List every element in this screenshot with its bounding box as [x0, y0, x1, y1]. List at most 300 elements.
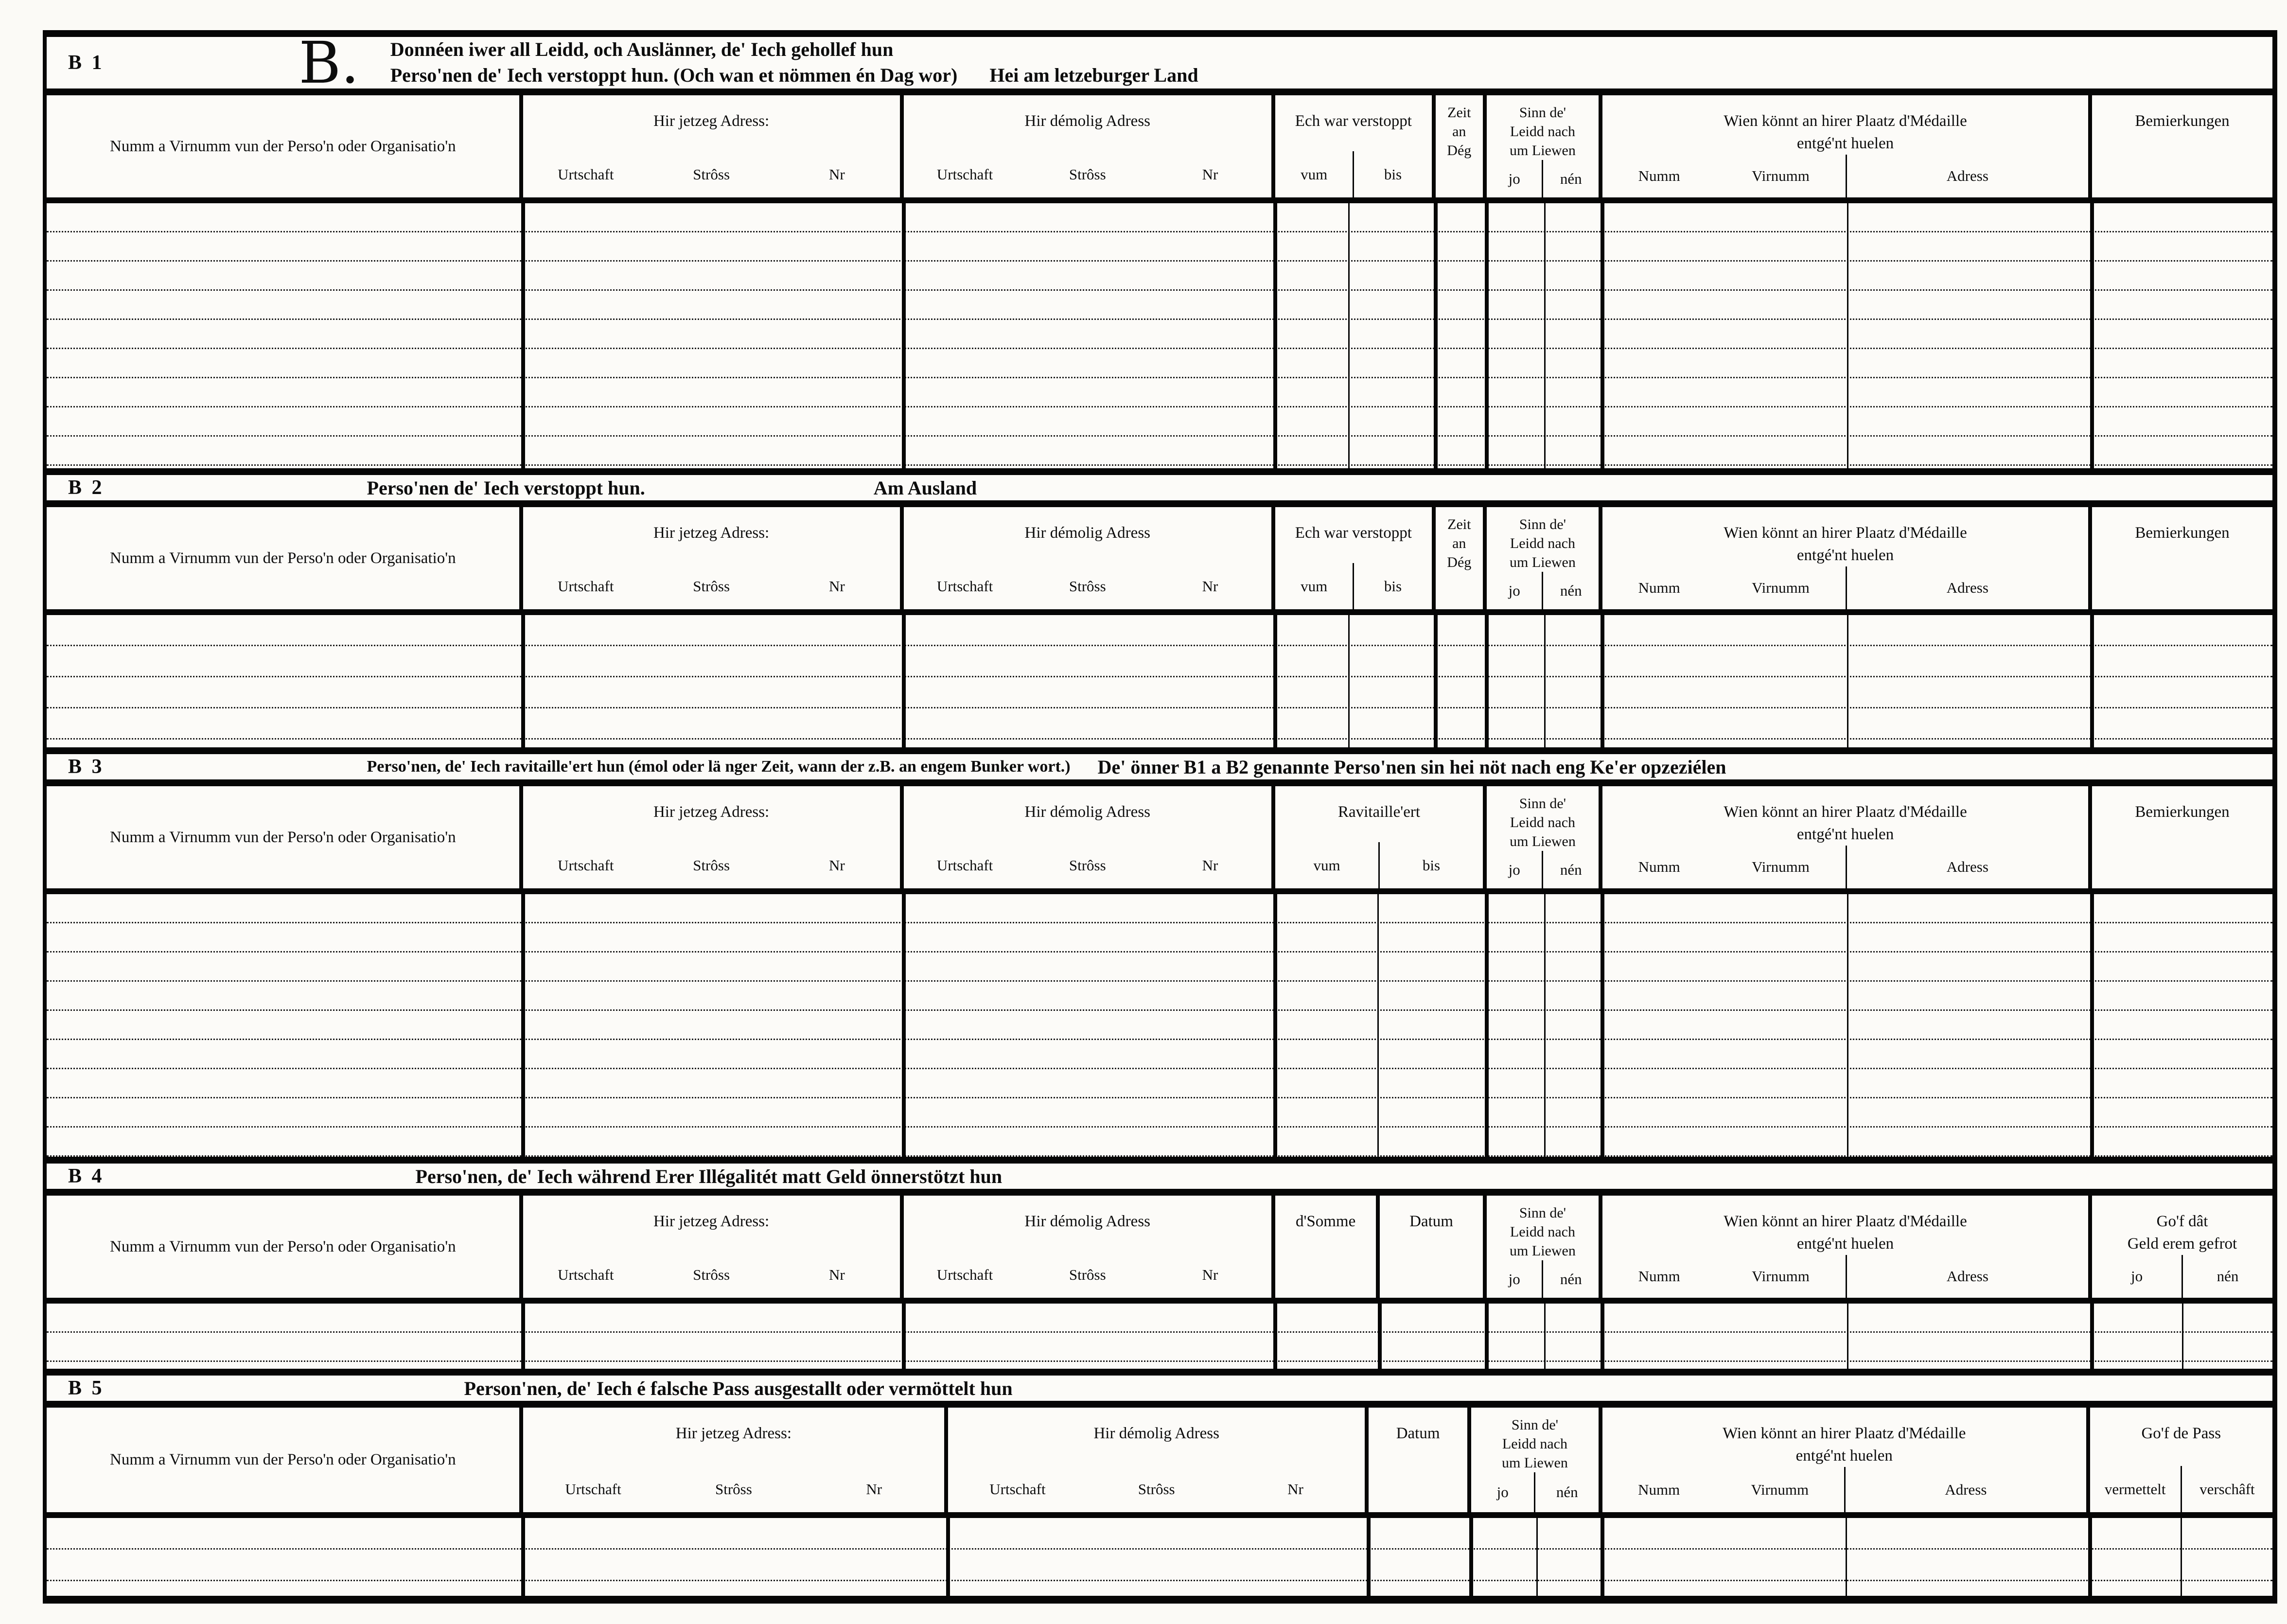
- period-subheaders: [1275, 563, 1432, 609]
- b4-column-headers: [47, 1196, 2272, 1304]
- virnumm-label: Virnumm: [1752, 858, 1810, 876]
- column-divider: [1348, 615, 1350, 747]
- nr-label: Nr: [1287, 1480, 1303, 1498]
- column-divider: [521, 1518, 525, 1596]
- column-divider: [1434, 203, 1438, 468]
- section-b1-titles: [390, 37, 1198, 88]
- address-subheaders: [948, 1466, 1365, 1512]
- nen-label: nén: [1542, 160, 1599, 197]
- column-divider: [2182, 1304, 2183, 1369]
- name-column-label: Numm a Virnumm vun der Perso'n oder Organisatio'n: [110, 137, 456, 155]
- entry-row: [47, 1128, 2272, 1157]
- numm-virnumm-group: [1602, 1467, 1844, 1512]
- column-divider: [1485, 1304, 1489, 1369]
- column-divider: [902, 1304, 906, 1369]
- b4-col-money-reclaimed: [2092, 1196, 2272, 1298]
- sinn-line3: um Liewen: [1510, 833, 1576, 849]
- yes-no-subheaders: [1471, 1472, 1599, 1512]
- section-b3-title: Perso'nen, de' Iech ravitaille'ert hun (émol oder lä nger Zeit, wann der z.B. an engem Bunker wort.): [367, 758, 1071, 776]
- stross-label: Strôss: [693, 165, 730, 183]
- yes-no-subheaders: [1487, 160, 1599, 197]
- b3-col-current-address: [523, 786, 904, 888]
- vermettelt-label: vermettelt: [2104, 1480, 2166, 1498]
- section-b1-title-emphasis: Hei am letzeburger Land: [989, 64, 1198, 86]
- medaille-line2: entgé'nt huelen: [1795, 1447, 1893, 1465]
- entry-row: [47, 1550, 2272, 1581]
- adress-group: [1846, 846, 2089, 888]
- date-label: Datum: [1396, 1425, 1440, 1442]
- column-divider: [902, 203, 906, 468]
- stross-label: Strôss: [693, 1266, 730, 1283]
- b3-col-name: [47, 786, 523, 888]
- b5-col-former-address: [948, 1408, 1369, 1512]
- entry-row: [47, 708, 2272, 740]
- gof-geld-lines: [2128, 1210, 2237, 1255]
- deg-word: Dég: [1447, 554, 1472, 570]
- column-divider: [1378, 1304, 1382, 1369]
- entry-row: [47, 320, 2272, 349]
- recipient-subheaders: [1602, 1255, 2088, 1298]
- virnumm-label: Virnumm: [1752, 167, 1810, 185]
- bis-label: bis: [1378, 842, 1483, 888]
- gof-geld-line1: Go'f dât: [2156, 1213, 2208, 1230]
- money-reclaimed-label: [2092, 1196, 2272, 1255]
- medaille-line1: Wien könnt an hirer Plaatz d'Médaille: [1724, 524, 1967, 542]
- form-table: [43, 30, 2277, 1604]
- former-address-label: Hir démolig Adress: [1093, 1425, 1219, 1442]
- stross-label: Strôss: [693, 577, 730, 595]
- numm-label: Numm: [1638, 1481, 1680, 1498]
- b4-col-name: [47, 1196, 523, 1298]
- b2-col-hidden-period: [1275, 507, 1436, 609]
- entry-row: [47, 349, 2272, 378]
- b1-col-former-address: [904, 95, 1276, 197]
- column-divider: [1273, 615, 1277, 747]
- urtschaft-label: Urtschaft: [936, 1266, 993, 1283]
- name-column-label: Numm a Virnumm vun der Perso'n oder Organisatio'n: [110, 828, 456, 846]
- remarks-label: Bemierkungen: [2135, 112, 2230, 130]
- b1-rows: [47, 203, 2272, 466]
- jo-label: jo: [1508, 1270, 1520, 1288]
- b4-col-former-address: [904, 1196, 1276, 1298]
- hidden-period-label: Ech war verstoppt: [1295, 524, 1412, 542]
- sinn-line3: um Liewen: [1502, 1455, 1568, 1471]
- section-b5-title: Person'nen, de' Iech é falsche Pass ausgestallt oder vermöttelt hun: [464, 1377, 1013, 1399]
- medal-recipient-label: [1602, 1196, 2088, 1255]
- jo-label: jo: [2131, 1268, 2143, 1285]
- column-divider: [1434, 615, 1438, 747]
- medaille-line1: Wien könnt an hirer Plaatz d'Médaille: [1724, 112, 1967, 130]
- address-subheaders: [904, 842, 1272, 888]
- entry-row: [47, 1304, 2272, 1333]
- section-b2-subtitle: Am Ausland: [873, 477, 977, 499]
- column-divider: [2090, 1304, 2094, 1369]
- section-b2-id: B 2: [68, 477, 105, 499]
- nen-label: nén: [1534, 1472, 1599, 1512]
- nen-label: nén: [1542, 1260, 1599, 1298]
- former-address-label: Hir démolig Adress: [1024, 803, 1151, 821]
- section-b3-title2: De' önner B1 a B2 genannte Perso'nen sin hei nöt nach eng Ke'er opzeziélen: [1097, 756, 1726, 778]
- b2-col-name: [47, 507, 523, 609]
- entry-row: [47, 1040, 2272, 1069]
- b3-col-remarks: [2092, 786, 2272, 888]
- section-b5-title-bar: [47, 1369, 2272, 1408]
- medaille-line1: Wien könnt an hirer Plaatz d'Médaille: [1724, 803, 1967, 821]
- column-divider: [1469, 1518, 1473, 1596]
- b5-rows: [47, 1518, 2272, 1581]
- section-b1-line2-text: Perso'nen de' Iech verstoppt hun. (Och wan et nömmen én Dag wor): [390, 64, 958, 86]
- address-subheaders: [904, 563, 1272, 609]
- stross-label: Strôss: [1069, 1266, 1106, 1283]
- current-address-label: Hir jetzeg Adress:: [653, 803, 770, 821]
- former-address-label: Hir démolig Adress: [1024, 524, 1151, 542]
- remarks-label: Bemierkungen: [2135, 803, 2230, 821]
- urtschaft-label: Urtschaft: [989, 1480, 1046, 1498]
- column-divider: [2090, 203, 2094, 468]
- b3-entry-area: [47, 894, 2272, 1157]
- b2-column-headers: [47, 507, 2272, 615]
- entry-row: [47, 677, 2272, 708]
- entry-row: [47, 407, 2272, 437]
- bis-label: bis: [1353, 563, 1431, 609]
- adress-label: Adress: [1945, 1481, 1987, 1498]
- medaille-line2: entgé'nt huelen: [1796, 547, 1894, 565]
- urtschaft-label: Urtschaft: [558, 1266, 614, 1283]
- column-divider: [2090, 615, 2094, 747]
- b4-entry-area: [47, 1304, 2272, 1369]
- medaille-line2: entgé'nt huelen: [1796, 1235, 1894, 1253]
- b3-col-medal-recipient: [1602, 786, 2092, 888]
- column-divider: [1847, 203, 1848, 468]
- pass-subheaders: [2090, 1466, 2272, 1512]
- b2-entry-area: [47, 615, 2272, 747]
- urtschaft-label: Urtschaft: [936, 856, 993, 874]
- sinn-line3: um Liewen: [1510, 554, 1576, 570]
- remarks-label: Bemierkungen: [2135, 524, 2230, 542]
- supplied-label: Ravitaille'ert: [1337, 803, 1420, 821]
- b1-entry-area: [47, 203, 2272, 468]
- hidden-period-label: Ech war verstoppt: [1295, 112, 1412, 130]
- still-alive-label: [1487, 507, 1599, 572]
- yes-no-subheaders: [2092, 1255, 2272, 1298]
- name-column-label: Numm a Virnumm vun der Perso'n oder Organisatio'n: [110, 549, 456, 567]
- section-b2-title: Perso'nen de' Iech verstoppt hun.: [367, 477, 645, 499]
- medal-recipient-label: [1602, 507, 2088, 566]
- medaille-lines: [1724, 801, 1967, 846]
- b3-col-supplied-period: [1275, 786, 1487, 888]
- vum-label: vum: [1301, 577, 1328, 595]
- section-b4-id: B 4: [68, 1165, 105, 1187]
- entry-row: [47, 262, 2272, 291]
- b5-col-current-address: [523, 1408, 948, 1512]
- yes-no-subheaders: [1487, 572, 1599, 609]
- medal-recipient-label: [1602, 95, 2088, 155]
- nen-label: nén: [1542, 572, 1599, 609]
- column-divider: [1273, 203, 1277, 468]
- column-divider: [521, 615, 525, 747]
- b2-col-former-address: [904, 507, 1276, 609]
- column-divider: [1601, 615, 1604, 747]
- former-address-label: Hir démolig Adress: [1024, 1213, 1151, 1230]
- section-b4-title: Perso'nen, de' Iech während Erer Illégalitét matt Geld önnerstötzt hun: [415, 1165, 1003, 1187]
- stross-label: Strôss: [1069, 577, 1106, 595]
- medaille-line2: entgé'nt huelen: [1796, 826, 1894, 844]
- nen-label: nén: [2181, 1255, 2272, 1298]
- still-alive-label: [1471, 1408, 1599, 1472]
- sinn-line3: um Liewen: [1510, 1243, 1576, 1259]
- entry-row: [47, 378, 2272, 407]
- entry-row: [47, 646, 2272, 677]
- section-letter-b: B.: [299, 29, 359, 96]
- address-subheaders: [523, 563, 900, 609]
- date-label: Datum: [1409, 1213, 1453, 1230]
- entry-row: [47, 232, 2272, 262]
- b1-col-name: [47, 95, 523, 197]
- medal-recipient-label: [1602, 1408, 2086, 1467]
- recipient-subheaders: [1602, 155, 2088, 197]
- b5-entry-area: [47, 1518, 2272, 1596]
- entry-row: [47, 291, 2272, 320]
- virnumm-label: Virnumm: [1752, 579, 1810, 597]
- numm-label: Numm: [1638, 1268, 1680, 1285]
- address-subheaders: [523, 1252, 900, 1298]
- medaille-lines: [1724, 1210, 1967, 1255]
- nr-label: Nr: [1202, 856, 1218, 874]
- period-subheaders: [1275, 151, 1432, 197]
- column-divider: [946, 1518, 950, 1596]
- column-divider: [521, 894, 525, 1157]
- column-divider: [2181, 1518, 2182, 1596]
- address-subheaders: [904, 151, 1272, 197]
- bis-label: bis: [1353, 151, 1431, 197]
- stross-label: Strôss: [715, 1480, 752, 1498]
- entry-row: [47, 1011, 2272, 1040]
- stross-label: Strôss: [693, 856, 730, 874]
- medaille-line2: entgé'nt huelen: [1796, 135, 1894, 153]
- name-column-label: Numm a Virnumm vun der Perso'n oder Organisatio'n: [110, 1451, 456, 1469]
- yes-no-subheaders: [1487, 1260, 1599, 1298]
- nr-label: Nr: [1202, 1266, 1218, 1283]
- b1-col-hidden-period: [1275, 95, 1436, 197]
- current-address-label: Hir jetzeg Adress:: [653, 524, 770, 542]
- section-b4-title-bar: [47, 1157, 2272, 1196]
- duration-label: [1436, 507, 1483, 609]
- deg-word: Dég: [1447, 142, 1472, 159]
- entry-row: [47, 1518, 2272, 1550]
- column-divider: [1485, 894, 1489, 1157]
- column-divider: [1367, 1518, 1371, 1596]
- still-alive-label: [1487, 786, 1599, 851]
- column-divider: [1544, 615, 1546, 747]
- b1-col-remarks: [2092, 95, 2272, 197]
- entry-row: [47, 203, 2272, 232]
- address-subheaders: [523, 842, 900, 888]
- nr-label: Nr: [829, 577, 845, 595]
- entry-row: [47, 1098, 2272, 1128]
- sinn-line1: Sinn de': [1519, 795, 1566, 812]
- column-divider: [1273, 894, 1277, 1157]
- still-alive-label: [1487, 95, 1599, 160]
- b2-col-duration: [1436, 507, 1487, 609]
- b4-col-date: [1380, 1196, 1487, 1298]
- numm-label: Numm: [1638, 579, 1680, 597]
- b5-col-medal-recipient: [1602, 1408, 2090, 1512]
- b1-col-medal-recipient: [1602, 95, 2092, 197]
- medaille-lines: [1723, 1422, 1966, 1467]
- b3-column-headers: [47, 786, 2272, 894]
- address-subheaders: [523, 1466, 944, 1512]
- column-divider: [1485, 203, 1489, 468]
- nr-label: Nr: [829, 165, 845, 183]
- sinn-line1: Sinn de': [1519, 105, 1566, 121]
- entry-row: [47, 982, 2272, 1011]
- column-divider: [2090, 894, 2094, 1157]
- urtschaft-label: Urtschaft: [558, 856, 614, 874]
- column-divider: [1377, 894, 1379, 1157]
- urtschaft-label: Urtschaft: [558, 577, 614, 595]
- adress-label: Adress: [1946, 579, 1988, 597]
- nr-label: Nr: [829, 1266, 845, 1283]
- b2-col-medal-recipient: [1602, 507, 2092, 609]
- urtschaft-label: Urtschaft: [936, 165, 993, 183]
- b3-rows: [47, 894, 2272, 1157]
- sinn-line1: Sinn de': [1511, 1417, 1559, 1433]
- sinn-line3: um Liewen: [1510, 142, 1576, 159]
- adress-label: Adress: [1946, 858, 1988, 876]
- b2-col-remarks: [2092, 507, 2272, 609]
- b1-col-duration: [1436, 95, 1487, 197]
- adress-group: [1846, 155, 2089, 197]
- current-address-label: Hir jetzeg Adress:: [653, 112, 770, 130]
- stross-label: Strôss: [1069, 856, 1106, 874]
- numm-virnumm-group: [1602, 155, 1846, 197]
- column-divider: [1601, 203, 1604, 468]
- name-column-label: Numm a Virnumm vun der Perso'n oder Organisatio'n: [110, 1237, 456, 1255]
- b1-col-still-alive: [1487, 95, 1602, 197]
- current-address-label: Hir jetzeg Adress:: [653, 1213, 770, 1230]
- column-divider: [1601, 894, 1604, 1157]
- jo-label: jo: [1508, 582, 1520, 599]
- section-b1-title-bar: [47, 29, 2272, 96]
- sinn-line2: Leidd nach: [1510, 814, 1576, 830]
- b2-col-still-alive: [1487, 507, 1602, 609]
- column-divider: [1847, 615, 1848, 747]
- verschaft-label: verschâft: [2181, 1466, 2272, 1512]
- column-divider: [1601, 1304, 1604, 1369]
- section-b5-id: B 5: [68, 1377, 105, 1399]
- nr-label: Nr: [866, 1480, 882, 1498]
- stross-label: Strôss: [1069, 165, 1106, 183]
- still-alive-label: [1487, 1196, 1599, 1260]
- nr-label: Nr: [829, 856, 845, 874]
- nr-label: Nr: [1202, 165, 1218, 183]
- medal-recipient-label: [1602, 786, 2088, 846]
- b4-col-still-alive: [1487, 1196, 1602, 1298]
- section-b1-title-line1: Donnéen iwer all Leidd, och Auslänner, de' Iech gehollef hun: [390, 38, 894, 61]
- b5-col-pass-provided: [2090, 1408, 2272, 1512]
- entry-row: [47, 1069, 2272, 1098]
- column-divider: [902, 894, 906, 1157]
- section-b3-title-bar: [47, 747, 2272, 786]
- column-divider: [1601, 1518, 1604, 1596]
- virnumm-label: Virnumm: [1751, 1481, 1809, 1498]
- b5-column-headers: [47, 1408, 2272, 1518]
- vum-label: vum: [1301, 165, 1328, 183]
- b5-col-still-alive: [1471, 1408, 1602, 1512]
- entry-row: [47, 615, 2272, 646]
- column-divider: [1544, 203, 1546, 468]
- urtschaft-label: Urtschaft: [565, 1480, 621, 1498]
- entry-row: [47, 894, 2272, 923]
- sinn-line2: Leidd nach: [1510, 1224, 1575, 1240]
- yes-no-subheaders: [1487, 851, 1599, 888]
- medaille-lines: [1724, 110, 1967, 155]
- column-divider: [1273, 1304, 1277, 1369]
- numm-virnumm-group: [1602, 846, 1846, 888]
- column-divider: [1847, 1304, 1848, 1369]
- section-b2-title-bar: [47, 468, 2272, 507]
- column-divider: [2088, 1518, 2092, 1596]
- column-divider: [902, 615, 906, 747]
- b3-col-still-alive: [1487, 786, 1602, 888]
- numm-label: Numm: [1638, 858, 1680, 876]
- b5-col-name: [47, 1408, 523, 1512]
- jo-label: jo: [1508, 861, 1520, 878]
- gof-geld-line2: Geld erem gefrot: [2127, 1235, 2237, 1253]
- section-b1-title-line2: [390, 63, 1198, 88]
- virnumm-label: Virnumm: [1752, 1268, 1810, 1285]
- entry-row: [47, 923, 2272, 953]
- stross-label: Strôss: [1138, 1480, 1175, 1498]
- b4-rows: [47, 1304, 2272, 1362]
- sinn-line2: Leidd nach: [1510, 124, 1575, 140]
- period-subheaders: [1275, 842, 1483, 888]
- zeit-word: Zeit: [1447, 516, 1471, 532]
- b2-col-current-address: [523, 507, 904, 609]
- medaille-lines: [1724, 522, 1967, 566]
- column-divider: [1846, 1518, 1847, 1596]
- numm-label: Numm: [1638, 167, 1680, 185]
- column-divider: [521, 1304, 525, 1369]
- sinn-line1: Sinn de': [1519, 516, 1566, 532]
- medaille-line1: Wien könnt an hirer Plaatz d'Médaille: [1723, 1425, 1966, 1442]
- current-address-label: Hir jetzeg Adress:: [675, 1425, 792, 1442]
- b2-rows: [47, 615, 2272, 740]
- address-subheaders: [904, 1252, 1272, 1298]
- column-divider: [1536, 1518, 1538, 1596]
- column-divider: [1847, 894, 1848, 1157]
- urtschaft-label: Urtschaft: [558, 165, 614, 183]
- former-address-label: Hir démolig Adress: [1024, 112, 1151, 130]
- b3-col-former-address: [904, 786, 1276, 888]
- b1-col-current-address: [523, 95, 904, 197]
- zeit-word: Zeit: [1447, 105, 1471, 121]
- b5-col-date: [1369, 1408, 1471, 1512]
- column-divider: [1485, 615, 1489, 747]
- adress-group: [1846, 1255, 2089, 1298]
- nr-label: Nr: [1202, 577, 1218, 595]
- section-b3-id: B 3: [68, 756, 105, 778]
- jo-label: jo: [1508, 170, 1520, 187]
- nen-label: nén: [1542, 851, 1599, 888]
- column-divider: [1544, 1304, 1546, 1369]
- entry-row: [47, 437, 2272, 466]
- adress-group: [1846, 566, 2089, 609]
- entry-row: [47, 953, 2272, 982]
- adress-label: Adress: [1946, 167, 1988, 185]
- duration-label: [1436, 95, 1483, 197]
- b4-col-amount: [1275, 1196, 1380, 1298]
